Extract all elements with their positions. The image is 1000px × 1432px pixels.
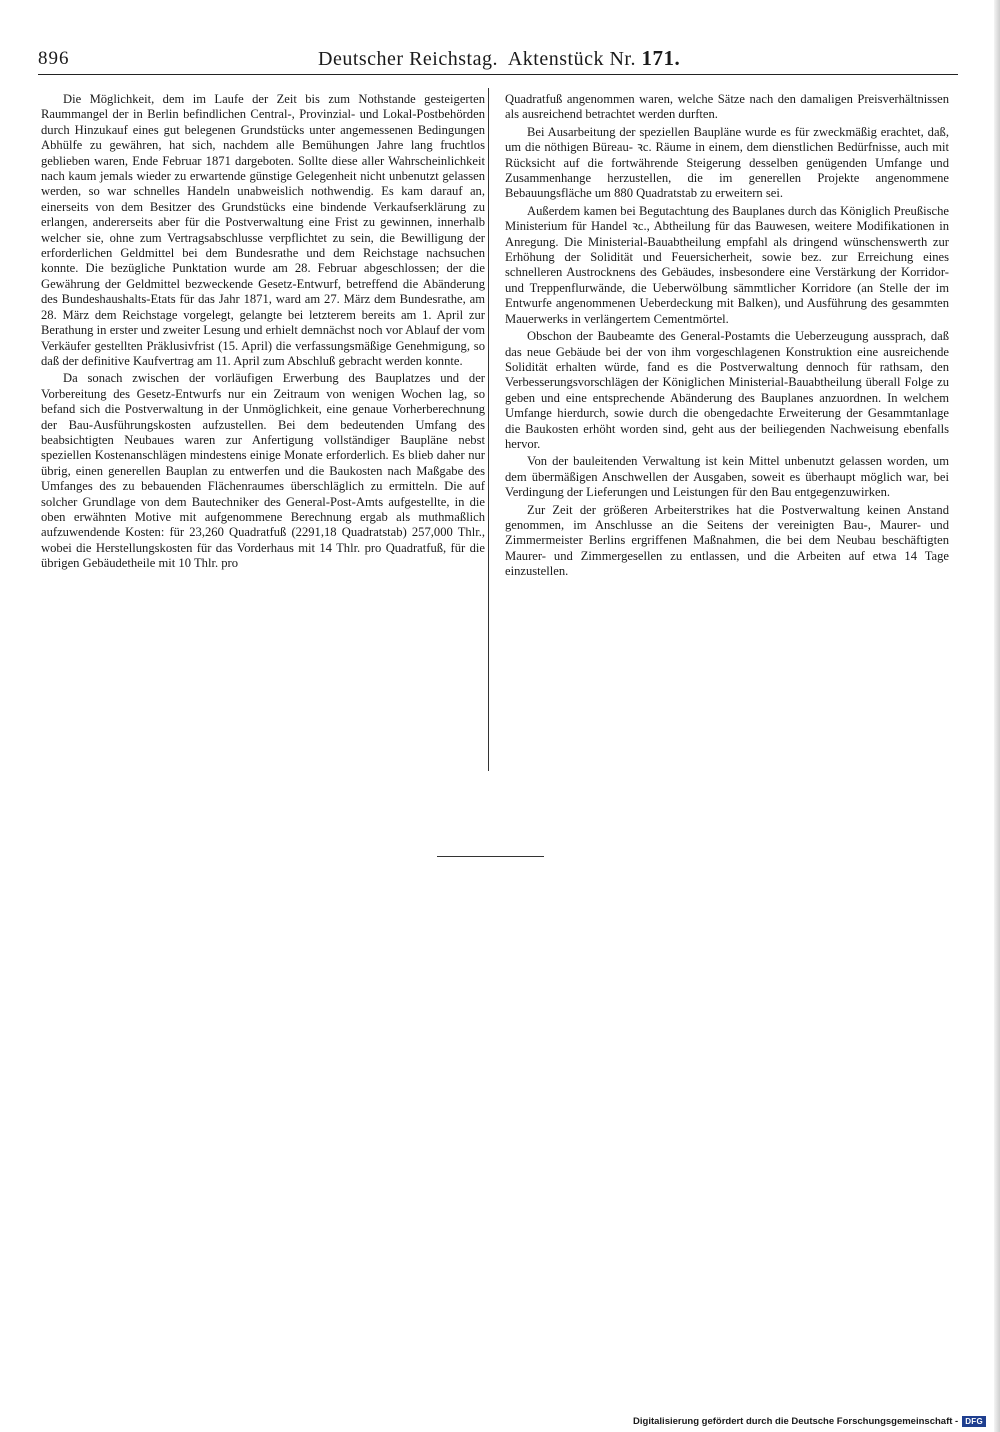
paragraph: Außerdem kamen bei Begutachtung des Bauplanes durch das Königlich Preußische Ministerium für Handel ꝛc., Abtheilung für das Bauwesen, weitere Modifikationen in Anregung. Die Ministerial-Bauabtheilung empfahl als dringend wünschenswerth zur Erhöhung der Solidität und Feuersicherheit, sowie bez. zur Erreichung eines schnelleren Austrocknens des Gebäudes, insbesondere eine Verstärkung der Korridor- und Treppenflurwände, die Ueberwölbung sämmtlicher Korridore (an Stelle der im Entwurfe angenommenen Ueberdeckung mit Balken), und Ausführung des gesammten Mauerwerks in verlängertem Cementmörtel.: [505, 203, 949, 326]
column-divider: [488, 88, 489, 771]
paragraph: Von der bauleitenden Verwaltung ist kein Mittel unbenutzt gelassen worden, um dem übermäßigen Anschwellen der Ausgaben, soweit es überhaupt möglich war, bei Verdingung der Lieferungen und Leistungen für den Bau entgegenzuwirken.: [505, 454, 949, 500]
page-edge-shadow: [994, 0, 1000, 1432]
paragraph: Bei Ausarbeitung der speziellen Baupläne wurde es für zweckmäßig erachtet, daß, um die nöthigen Büreau- ꝛc. Räume in einem, dem dienstlichen Bedürfnisse, auch mit Rücksicht auf die fortwährende Steigerung desselben genügenden Umfange und Zusammenhange herzustellen, die im generellen Projekte angenommene Bebauungsfläche um 880 Quadratstab zu erweitern sei.: [505, 124, 949, 201]
paragraph: Quadratfuß angenommen waren, welche Sätze nach den damaligen Preisverhältnissen als ausreichend betrachtet werden durften.: [505, 92, 949, 122]
issue-number: 171.: [641, 46, 681, 70]
digitization-credit: [633, 1414, 986, 1428]
paragraph: Obschon der Baubeamte des General-Postamts die Ueberzeugung aussprach, daß das neue Gebäude bei der von ihm vorgeschlagenen Konstruktion eine ausreichende Solidität erhalten würde, fand es die Postverwaltung dennoch für rathsam, den Verbesserungsvorschlägen der Königlichen Ministerial-Bauabtheilung überall Folge zu geben und eine entsprechende Abänderung des Bauplanes anzuordnen. In welchem Umfange hierdurch, sowie durch die obengedachte Erweiterung der Gesammtanlage die Baukosten erhöht worden sind, geht aus der beiliegenden Nachweisung ebenfalls hervor.: [505, 329, 949, 451]
running-title: Deutscher Reichstag.: [318, 48, 498, 70]
paragraph: Zur Zeit der größeren Arbeiterstrikes hat die Postverwaltung keinen Anstand genommen, im Anschlusse an die Seitens der vereinigten Bau-, Maurer- und Zimmermeister Berlins ergriffenen Maßnahmen, die bei dem Neubau beschäftigten Maurer- und Zimmergesellen zu entlassen, und die Arbeiten auf etwa 14 Tage einzustellen.: [505, 502, 949, 579]
page-header: [38, 44, 958, 75]
document-label: Aktenstück Nr.: [507, 48, 636, 70]
end-rule: [437, 856, 544, 857]
paragraph: Die Möglichkeit, dem im Laufe der Zeit bis zum Nothstande gesteigerten Raummangel der in Berlin befindlichen Central-, Provinzial- und Lokal-Postbehörden durch Hinzukauf eines gut belegenen Grundstücks unter angemessenen Bedingungen Abhülfe zu gewähren, hat sich, nachdem alle Bemühungen Jahre lang fruchtlos geblieben waren, Ende Februar 1871 dargeboten. Sollte diese aller Wahrscheinlichkeit nach kaum jemals wieder zu erwartende günstige Gelegenheit nicht unbenutzt gelassen werden, so war schnelles Handeln unabweislich nothwendig. Es kam darauf an, einerseits von dem Besitzer des Grundstücks eine bindende Verkaufserklärung zu erlangen, andererseits aber für die Postverwaltung eine Frist zu gewinnen, innerhalb welcher sie, ohne zum Vertragsabschlusse verpflichtet zu sein, die Bewilligung der erforderlichen Geldmittel bei dem Bundesrathe und dem Reichstage nachsuchen konnte. Die bezügliche Punktation wurde am 28. Februar abgeschlossen; der die Gewährung der Geldmittel bezweckende Gesetz-Entwurf, betreffend die Abänderung des Bundeshaushalts-Etats für das Jahr 1871, ward am 27. März dem Bundesrathe, am 28. März dem Reichstage vorgelegt, gelangte bei letzterem bereits am 1. April zur Berathung in erster und zweiter Lesung und erhielt demnächst noch vor Ablauf der vom Verkäufer gestellten Präklusivfrist (15. April) die verfassungsmäßige Genehmigung, so daß der definitive Kaufvertrag am 11. April zum Abschluß gebracht werden konnte.: [41, 92, 485, 368]
page-number: 896: [38, 48, 70, 69]
right-column: [505, 92, 949, 582]
paragraph: Da sonach zwischen der vorläufigen Erwerbung des Bauplatzes und der Vorbereitung des Gesetz-Entwurfs nur ein Zeitraum von wenigen Wochen lag, so befand sich die Postverwaltung in der Unmöglichkeit, eine genaue Vorherberechnung der Bau-Ausführungskosten aufzustellen. Bei dem bedeutenden Umfang des beabsichtigten Neubaues waren zur Anfertigung vollständiger Baupläne nebst speziellen Kostenanschlägen mindestens einige Monate erforderlich. Es blieb daher nur übrig, einen generellen Bauplan zu entwerfen und die Baukosten nach Maßgabe des Umfanges des zu bebauenden Flächenraumes überschläglich zu ermitteln. Die auf solcher Grundlage von dem Bautechniker des General-Post-Amts aufgestellte, in die oben erwähnten Motive mit aufgenommene Berechnung ergab als muthmaßlich aufzuwendende Kosten: für 23,260 Quadratfuß (2291,18 Quadratstab) 257,000 Thlr., wobei die Herstellungskosten für das Vorderhaus mit 14 Thlr. pro Quadratfuß, für die übrigen Gebäudetheile mit 10 Thlr. pro: [41, 371, 485, 571]
credit-text: Digitalisierung gefördert durch die Deutsche Forschungsgemeinschaft -: [633, 1415, 959, 1427]
left-column: [41, 92, 485, 574]
running-head: [318, 46, 680, 71]
dfg-logo-icon: DFG: [962, 1416, 986, 1427]
